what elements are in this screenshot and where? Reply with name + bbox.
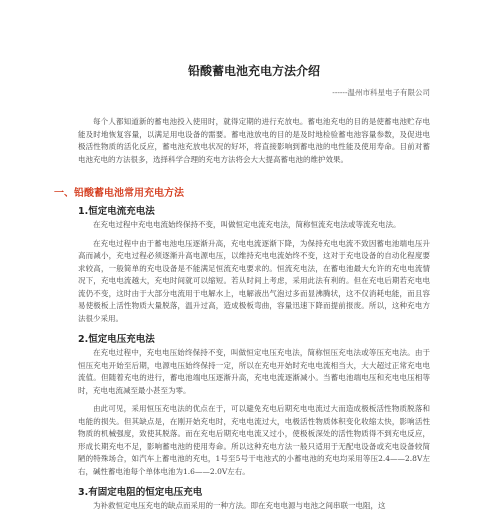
paragraph: 在充电过程中，充电电压始终保持不变，叫做恒定电压充电法，简称恒压充电法或等压充电法。由于恒压充电开始至后期，电源电压始终保持一定，所以在充电开始时充电电流相当大，大大超过正常充电电流值。但随着充电的进行，蓄电池端电压逐渐升高，充电电流逐渐减小。当蓄电池端电压和充电电压相等时，充电电流减至最小甚至为零。 [78, 348, 430, 395]
paragraph: 由此可见，采用恒压充电法的优点在于，可以避免充电后期充电电流过大而造成极板活性物质脱落和电能的损失。但其缺点是，在刚开始充电时，充电电流过大，电极活性物质体积变化收缩太快，影响活性物质的机械强度，致使其脱落。而在充电后期充电电流又过小，使极板深处的活性物质得不到充电反应，形成长期充电不足，影响蓄电池的使用寿命。所以这种充电方法一般只适用于无配电设备或充电设备较简陋的特殊场合，如汽车上蓄电池的充电，1号至5号干电池式的小蓄电池的充电均采用等压2.4——2.8V左右，碱性蓄电池每个单体电池为1.6——2.0V左右。 [78, 404, 430, 476]
paragraph: 为补救恒定电压充电的缺点而采用的一种方法。即在充电电源与电池之间串联一电阻，这 [93, 501, 386, 510]
subsection-heading-3: 3.有固定电阻的恒定电压充电 [78, 487, 203, 498]
paragraph: 在充电过程中由于蓄电池电压逐渐升高，充电电流逐渐下降，为保持充电电流不致因蓄电池端电压升高而减小，充电过程必须逐渐升高电源电压，以维持充电电流始终不变，这对于充电设备的自动化程度要求较高，一般简单的充电设备是不能满足恒流充电要求的。恒流充电法，在蓄电池最大允许的充电电流情况下，充电电流越大，充电时间就可以缩短。若从时间上考虑，采用此法有利的。但在充电后期若充电电流仍不变，这时由于大部分电流用于电解水上，电解液出气泡过多而显沸腾状，这不仅消耗电能，而且容易使极板上活性物质大量脱落，温升过高，造成极板弯曲，容量迅速下降而提前报废。所以，这种充电方法很少采用。 [78, 238, 430, 323]
document-author: ------温州市科星电子有限公司 [332, 88, 430, 97]
subsection-heading-2: 2.恒定电压充电法 [78, 334, 155, 345]
paragraph: 在充电过程中充电电流始终保持不变，叫做恒定电流充电法，简称恒流充电法或等流充电法。 [93, 220, 401, 229]
intro-paragraph: 每个人都知道新的蓄电池投入使用时，就得定期的进行充放电。蓄电池充电的目的是使蓄电池贮存电能及时地恢复容量，以满足用电设备的需要。蓄电池放电的目的是及时地检验蓄电池容量参数，及促进电极活性物质的活化反应，蓄电池充放电状况的好坏，将直接影响到蓄电池的电性能及使用寿命。目前对蓄电池充电的方法很多，选择科学合理的充电方法将会大大提高蓄电池的维护效果。 [78, 117, 430, 164]
document-title: 铅酸蓄电池充电方法介绍 [187, 64, 320, 78]
subsection-heading-1: 1.恒定电流充电法 [78, 206, 155, 217]
section-heading: 一、铅酸蓄电池常用充电方法 [54, 188, 184, 199]
